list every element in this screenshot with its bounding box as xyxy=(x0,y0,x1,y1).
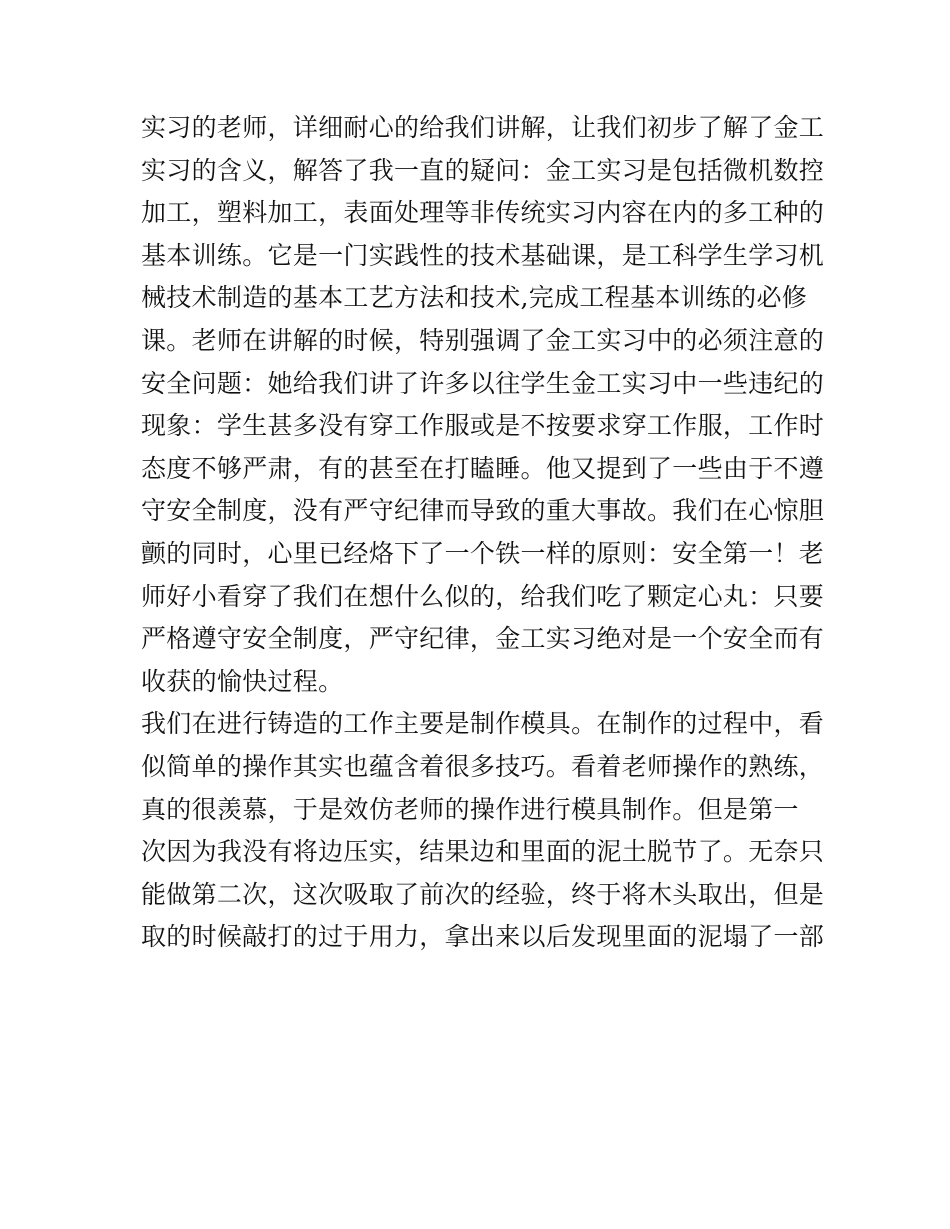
text-line: 次因为我没有将边压实，结果边和里面的泥土脱节了。无奈只 xyxy=(141,837,825,867)
text-line: 课。老师在讲解的时候，特别强调了金工实习中的必须注意的 xyxy=(141,325,825,355)
text-line: 械技术制造的基本工艺方法和技术,完成工程基本训练的必修 xyxy=(141,283,808,313)
text-line: 态度不够严肃，有的甚至在打瞌睡。他又提到了一些由于不遵 xyxy=(141,453,825,483)
text-line: 加工，塑料加工，表面处理等非传统实习内容在内的多工种的 xyxy=(141,198,825,228)
text-line: 颤的同时，心里已经烙下了一个铁一样的原则：安全第一！老 xyxy=(141,538,825,568)
text-line: 似简单的操作其实也蕴含着很多技巧。看着老师操作的熟练， xyxy=(141,751,825,781)
text-line: 师好小看穿了我们在想什么似的，给我们吃了颗定心丸：只要 xyxy=(141,581,825,611)
text-line: 我们在进行铸造的工作主要是制作模具。在制作的过程中，看 xyxy=(141,709,825,739)
text-line: 收获的愉快过程。 xyxy=(141,666,344,696)
text-line: 实习的老师，详细耐心的给我们讲解，让我们初步了解了金工 xyxy=(141,113,825,142)
text-line: 安全问题：她给我们讲了许多以往学生金工实习中一些违纪的 xyxy=(141,368,825,398)
text-line: 守安全制度，没有严守纪律而导致的重大事故。我们在心惊胆 xyxy=(141,496,825,526)
text-line: 取的时候敲打的过于用力，拿出来以后发现里面的泥塌了一部 xyxy=(141,922,825,952)
text-line: 现象：学生甚多没有穿工作服或是不按要求穿工作服，工作时 xyxy=(141,411,825,441)
text-line: 实习的含义，解答了我一直的疑问：金工实习是包括微机数控 xyxy=(141,155,825,185)
text-line: 严格遵守安全制度，严守纪律，金工实习绝对是一个安全而有 xyxy=(141,624,825,654)
text-line: 真的很羡慕，于是效仿老师的操作进行模具制作。但是第一 xyxy=(141,794,799,824)
text-line: 能做第二次，这次吸取了前次的经验，终于将木头取出，但是 xyxy=(141,879,825,909)
text-line: 基本训练。它是一门实践性的技术基础课，是工科学生学习机 xyxy=(141,240,825,270)
body-text xyxy=(141,107,825,959)
